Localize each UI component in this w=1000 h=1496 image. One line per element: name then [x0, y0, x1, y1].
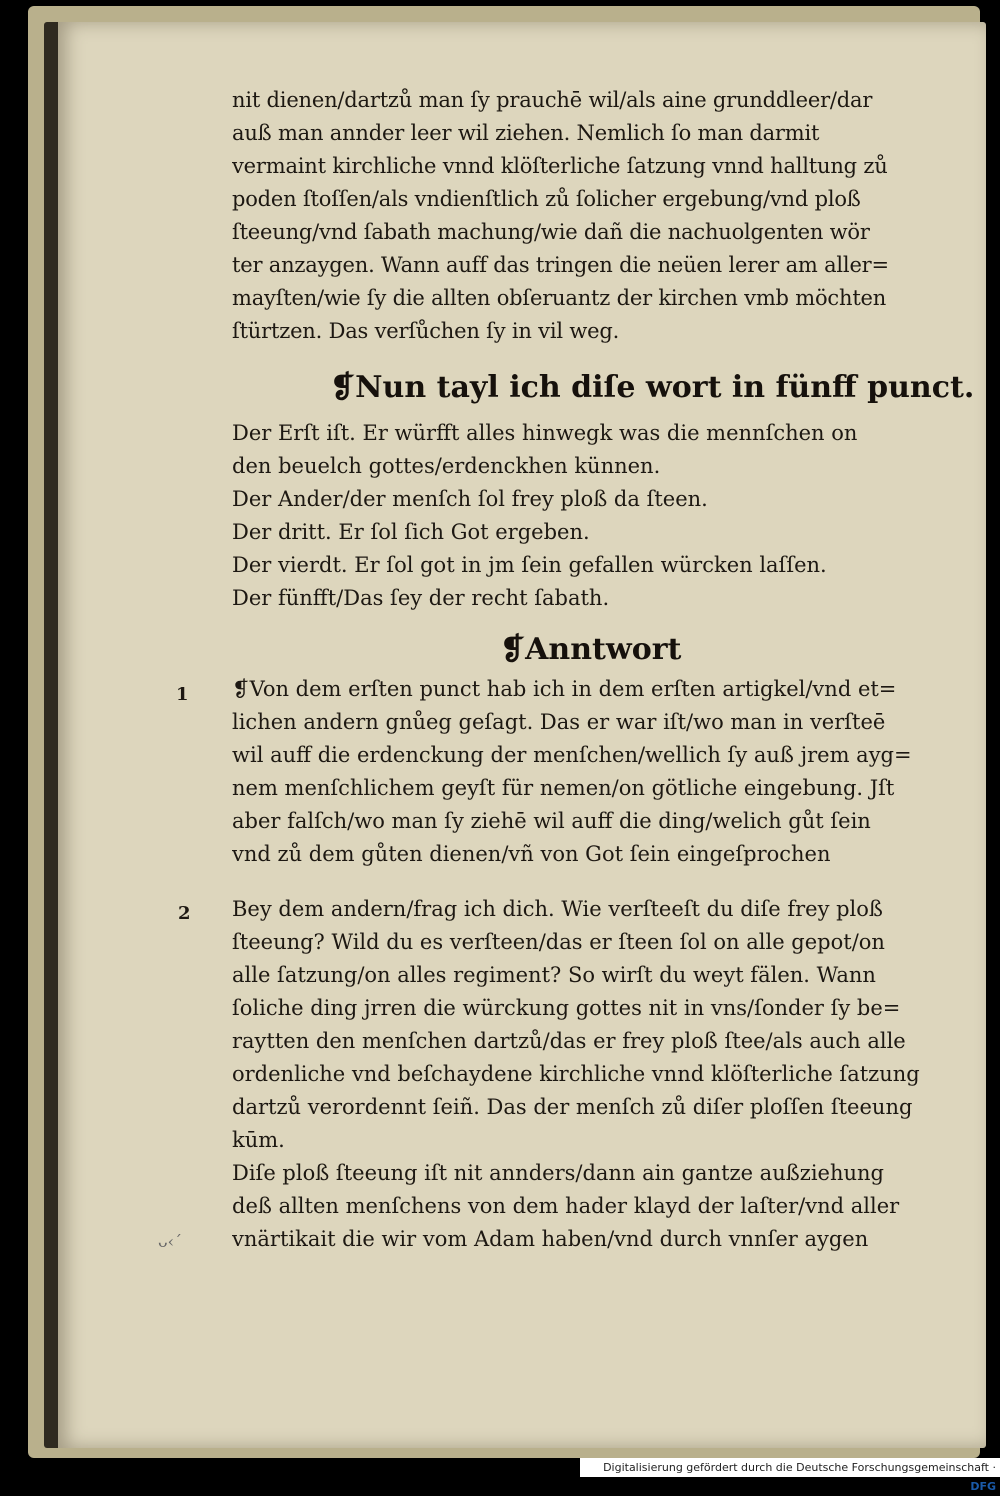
text-line: nit dienen/dartzů man ſy prauchē wil/als aine grunddleer/dar [232, 88, 873, 112]
point-line: Der Ander/der menſch ſol frey ploß da ſteen. [232, 487, 708, 511]
paragraph-2 [232, 673, 962, 871]
text-line: dartzů verordennt ſeiñ. Das der menſch zů diſer ploſſen ſteeung [232, 1095, 913, 1119]
text-line: ordenliche vnd beſchaydene kirchliche vnnd klöſterliche ſatzung [232, 1062, 920, 1086]
text-line: auß man annder leer wil ziehen. Nemlich ſo man darmit [232, 121, 820, 145]
paragraph-3 [232, 893, 962, 1256]
text-line: raytten den menſchen dartzů/das er frey ploß ſtee/als auch alle [232, 1029, 906, 1053]
digitization-footer: Digitalisierung gefördert durch die Deutsche Forschungsgemeinschaft · DFG [580, 1458, 1000, 1477]
point-line: Der Erſt iſt. Er würfft alles hinwegk was die mennſchen on [232, 421, 858, 445]
text-line: lichen andern gnůeg geſagt. Das er war iſt/wo man in verſteē [232, 710, 886, 734]
section-heading-points: ❡Nun tayl ich diſe wort in fünff punct. [330, 370, 975, 405]
point-line: Der fünfft/Das ſey der recht ſabath. [232, 586, 610, 610]
text-line: mayſten/wie ſy die allten obſeruantz der kirchen vmb möchten [232, 286, 887, 310]
text-line: nem menſchlichem geyſt für nemen/on götliche eingebung. Jſt [232, 776, 895, 800]
text-line: kūm. [232, 1128, 285, 1152]
text-line: alle ſatzung/on alles regiment? So wirſt du weyt fälen. Wann [232, 963, 876, 987]
text-line: Bey dem andern/frag ich dich. Wie verſteeſt du diſe frey ploß [232, 897, 883, 921]
point-line: Der vierdt. Er ſol got in jm ſein gefallen würcken laſſen. [232, 553, 827, 577]
text-line: ſoliche ding jrren die würckung gottes nit in vns/ſonder ſy be= [232, 996, 901, 1020]
text-line: deß allten menſchens von dem hader klayd der laſter/vnd aller [232, 1194, 900, 1218]
point-line: den beuelch gottes/erdenckhen künnen. [232, 454, 661, 478]
ink-smudge-mark: ᴗ‹´ [158, 1232, 183, 1251]
text-line: Diſe ploß ſteeung iſt nit annders/dann ain gantze außziehung [232, 1161, 884, 1185]
text-line: vnärtikait die wir vom Adam haben/vnd durch vnnſer aygen [232, 1227, 869, 1251]
footer-text: Digitalisierung gefördert durch die Deutsche Forschungsgemeinschaft [603, 1461, 989, 1474]
text-line: vnd zů dem gůten dienen/vñ von Got ſein eingeſprochen [232, 842, 831, 866]
dfg-logo: DFG [970, 1480, 996, 1493]
text-line: ſteeung? Wild du es verſteen/das er ſteen ſol on alle gepot/on [232, 930, 885, 954]
text-line: vermaint kirchliche vnnd klöſterliche ſatzung vnnd halltung zů [232, 154, 888, 178]
points-list [232, 417, 962, 615]
section-heading-answer: ❡Anntwort [500, 632, 682, 667]
text-line: poden ſtoſſen/als vndienſtlich zů ſolicher ergebung/vnd ploß [232, 187, 861, 211]
margin-number-2: 2 [178, 903, 191, 924]
text-line: ❡Von dem erſten punct hab ich in dem erſten artigkel/vnd et= [232, 677, 897, 701]
margin-number-1: 1 [176, 684, 189, 705]
point-line: Der dritt. Er ſol ſich Got ergeben. [232, 520, 590, 544]
text-line: ter anzaygen. Wann auff das tringen die neüen lerer am aller= [232, 253, 889, 277]
text-line: wil auff die erdenckung der menſchen/wellich ſy auß jrem ayg= [232, 743, 912, 767]
paragraph-1 [232, 84, 962, 348]
text-line: ſtürtzen. Das verſůchen ſy in vil weg. [232, 319, 620, 343]
text-line: aber falſch/wo man ſy ziehē wil auff die ding/welich gůt ſein [232, 809, 871, 833]
text-line: ſteeung/vnd ſabath machung/wie dañ die nachuolgenten wör [232, 220, 870, 244]
